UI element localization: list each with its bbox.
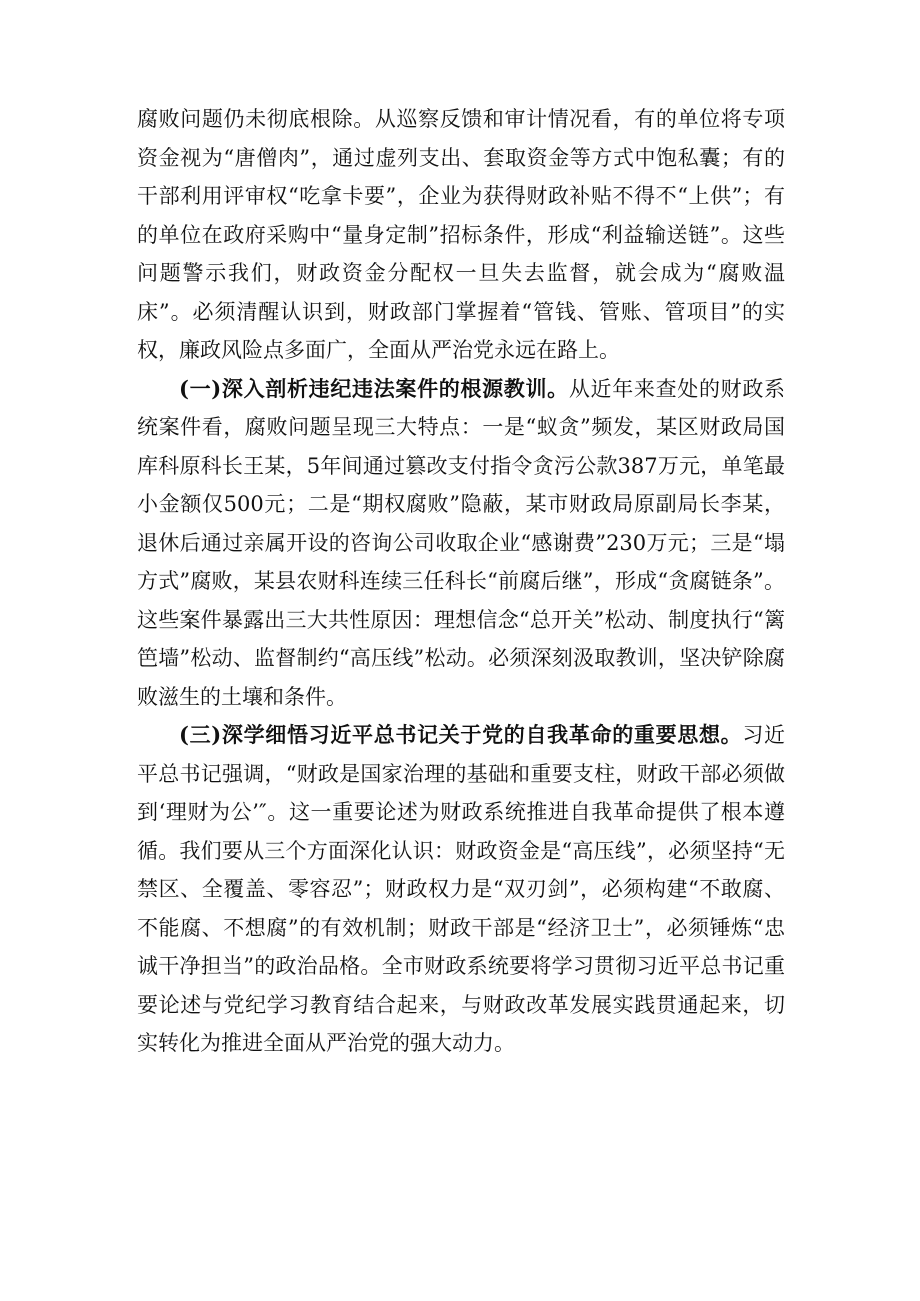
section-heading: (三)深学细悟习近平总书记关于党的自我革命的重要思想。 — [179, 722, 743, 747]
paragraph-text: 习近平总书记强调，“财政是国家治理的基础和重要支柱，财政干部必须做到‘理财为公’″。这一重要论述为财政系统推进自我革命提供了根本遵循。我们要从三个方面深化认识：财政资金是“高压线”，必须坚持“无禁区、全覆盖、零容忍”；财政权力是“双刃剑”，必须构建“不敢腐、不能腐、不想腐”的有效机制；财政干部是“经济卫士”，必须锤炼“忠诚干净担当”的政治品格。全市财政系统要将学习贯彻习近平总书记重要论述与党纪学习教育结合起来，与财政改革发展实践贯通起来，切实转化为推进全面从严治党的强大动力。 — [137, 723, 785, 1055]
paragraph-section-three — [137, 716, 785, 1063]
section-heading: (一)深入剖析违纪违法案件的根源教训。 — [179, 375, 569, 401]
paragraph-text: 腐败问题仍未彻底根除。从巡察反馈和审计情况看，有的单位将专项资金视为“唐僧肉”，通过虚列支出、套取资金等方式中饱私囊；有的干部利用评审权“吃拿卡要”，企业为获得财政补贴不得不“上供”；有的单位在政府采购中“量身定制”招标条件，形成“利益输送链”。这些问题警示我们，财政资金分配权一旦失去监督，就会成为“腐败温床”。必须清醒认识到，财政部门掌握着“管钱、管账、管项目”的实权，廉政风险点多面广，全面从严治党永远在路上。 — [137, 107, 785, 362]
paragraph-continuation — [137, 100, 785, 370]
paragraph-text: 从近年来查处的财政系统案件看，腐败问题呈现三大特点：一是“蚁贪”频发，某区财政局国库科原科长王某，5年间通过篡改支付指令贪污公款387万元，单笔最小金额仅500元；二是“期权腐败”隐蔽，某市财政局原副局长李某，退休后通过亲属开设的咨询公司收取企业“感谢费”230万元；三是“塌方式”腐败，某县农财科连续三任科长“前腐后继”，形成“贪腐链条”。这些案件暴露出三大共性原因：理想信念“总开关”松动、制度执行“篱笆墙”松动、监督制约“高压线”松动。必须深刻汲取教训，坚决铲除腐败滋生的土壤和条件。 — [137, 376, 786, 709]
paragraph-section-one — [137, 370, 785, 717]
